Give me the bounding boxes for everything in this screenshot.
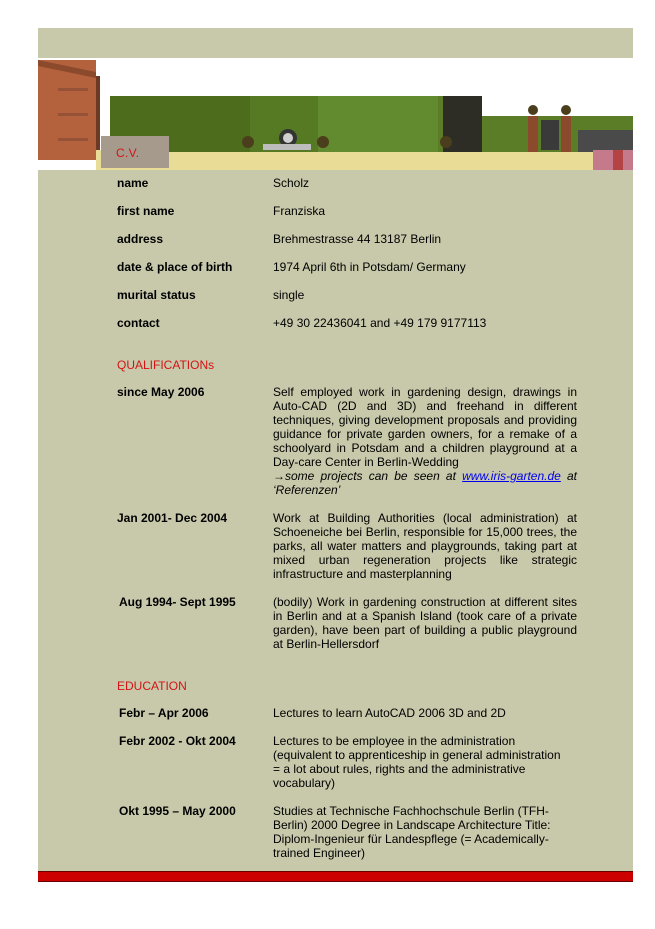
top-band xyxy=(38,28,633,58)
cv-heading: C.V. xyxy=(116,146,140,160)
period-label: Jan 2001- Dec 2004 xyxy=(117,511,228,525)
cv-sheet xyxy=(38,28,633,882)
row-label: murital status xyxy=(117,288,196,302)
description-text: Self employed work in gardening design, drawings in Auto-CAD (2D and 3D) and freehand in different techniques, giving development proposals and providing guidance for private garden owners, for a remake of a schoolyard in Potsdam and a children playground at a Day-care Center in Berlin-Wedding xyxy=(273,385,577,469)
education-description: Lectures to learn AutoCAD 2006 3D and 2D xyxy=(273,706,506,720)
period-label: Aug 1994- Sept 1995 xyxy=(119,595,236,609)
row-value: +49 30 22436041 and +49 179 9177113 xyxy=(273,316,487,330)
row-value: single xyxy=(273,288,305,302)
period-label: Okt 1995 – May 2000 xyxy=(119,804,236,818)
education-heading: EDUCATION xyxy=(117,679,187,693)
education-description: Studies at Technische Fachhochschule Berlin (TFH-Berlin) 2000 Degree in Landscape Architecture Title: Diplom-Ingenieur für Landespflege (= Academically-trained Engineer) xyxy=(273,804,551,860)
row-label: first name xyxy=(117,204,175,218)
qualification-description xyxy=(273,385,577,497)
row-label: name xyxy=(117,176,149,190)
row-label: address xyxy=(117,232,164,246)
period-label: Febr – Apr 2006 xyxy=(119,706,209,720)
projects-note xyxy=(273,469,577,497)
note-prefix: →some projects can be seen at xyxy=(273,469,463,483)
row-value: Scholz xyxy=(273,176,310,190)
footer-bar xyxy=(38,871,633,882)
education-description: Lectures to be employee in the administration (equivalent to apprenticeship in general administration = a lot about rules, rights and the administrative vocabulary) xyxy=(273,734,561,790)
qualifications-heading: QUALIFICATIONs xyxy=(117,358,215,372)
note-suffix: at ‘Referenzen’ xyxy=(273,469,578,497)
row-value: 1974 April 6th in Potsdam/ Germany xyxy=(273,260,466,274)
qualification-description: Work at Building Authorities (local administration) at Schoeneiche bei Berlin, responsible for 15,000 trees, the parks, all water matters and playgrounds, taking part at mixed urban regeneration projects like strategic infrastructure and masterplanning xyxy=(273,511,577,581)
row-label: contact xyxy=(117,316,160,330)
row-value: Brehmestrasse 44 13187 Berlin xyxy=(273,232,442,246)
row-label: date & place of birth xyxy=(117,260,233,274)
row-value: Franziska xyxy=(273,204,326,218)
qualification-description: (bodily) Work in gardening construction at different sites in Berlin and at a Spanish Island (took care of a private garden), have been part of building a public playground at Berlin-Hellersdorf xyxy=(273,595,577,651)
website-link[interactable]: www.iris-garten.de xyxy=(462,469,561,483)
period-label: since May 2006 xyxy=(117,385,205,399)
period-label: Febr 2002 - Okt 2004 xyxy=(119,734,236,748)
